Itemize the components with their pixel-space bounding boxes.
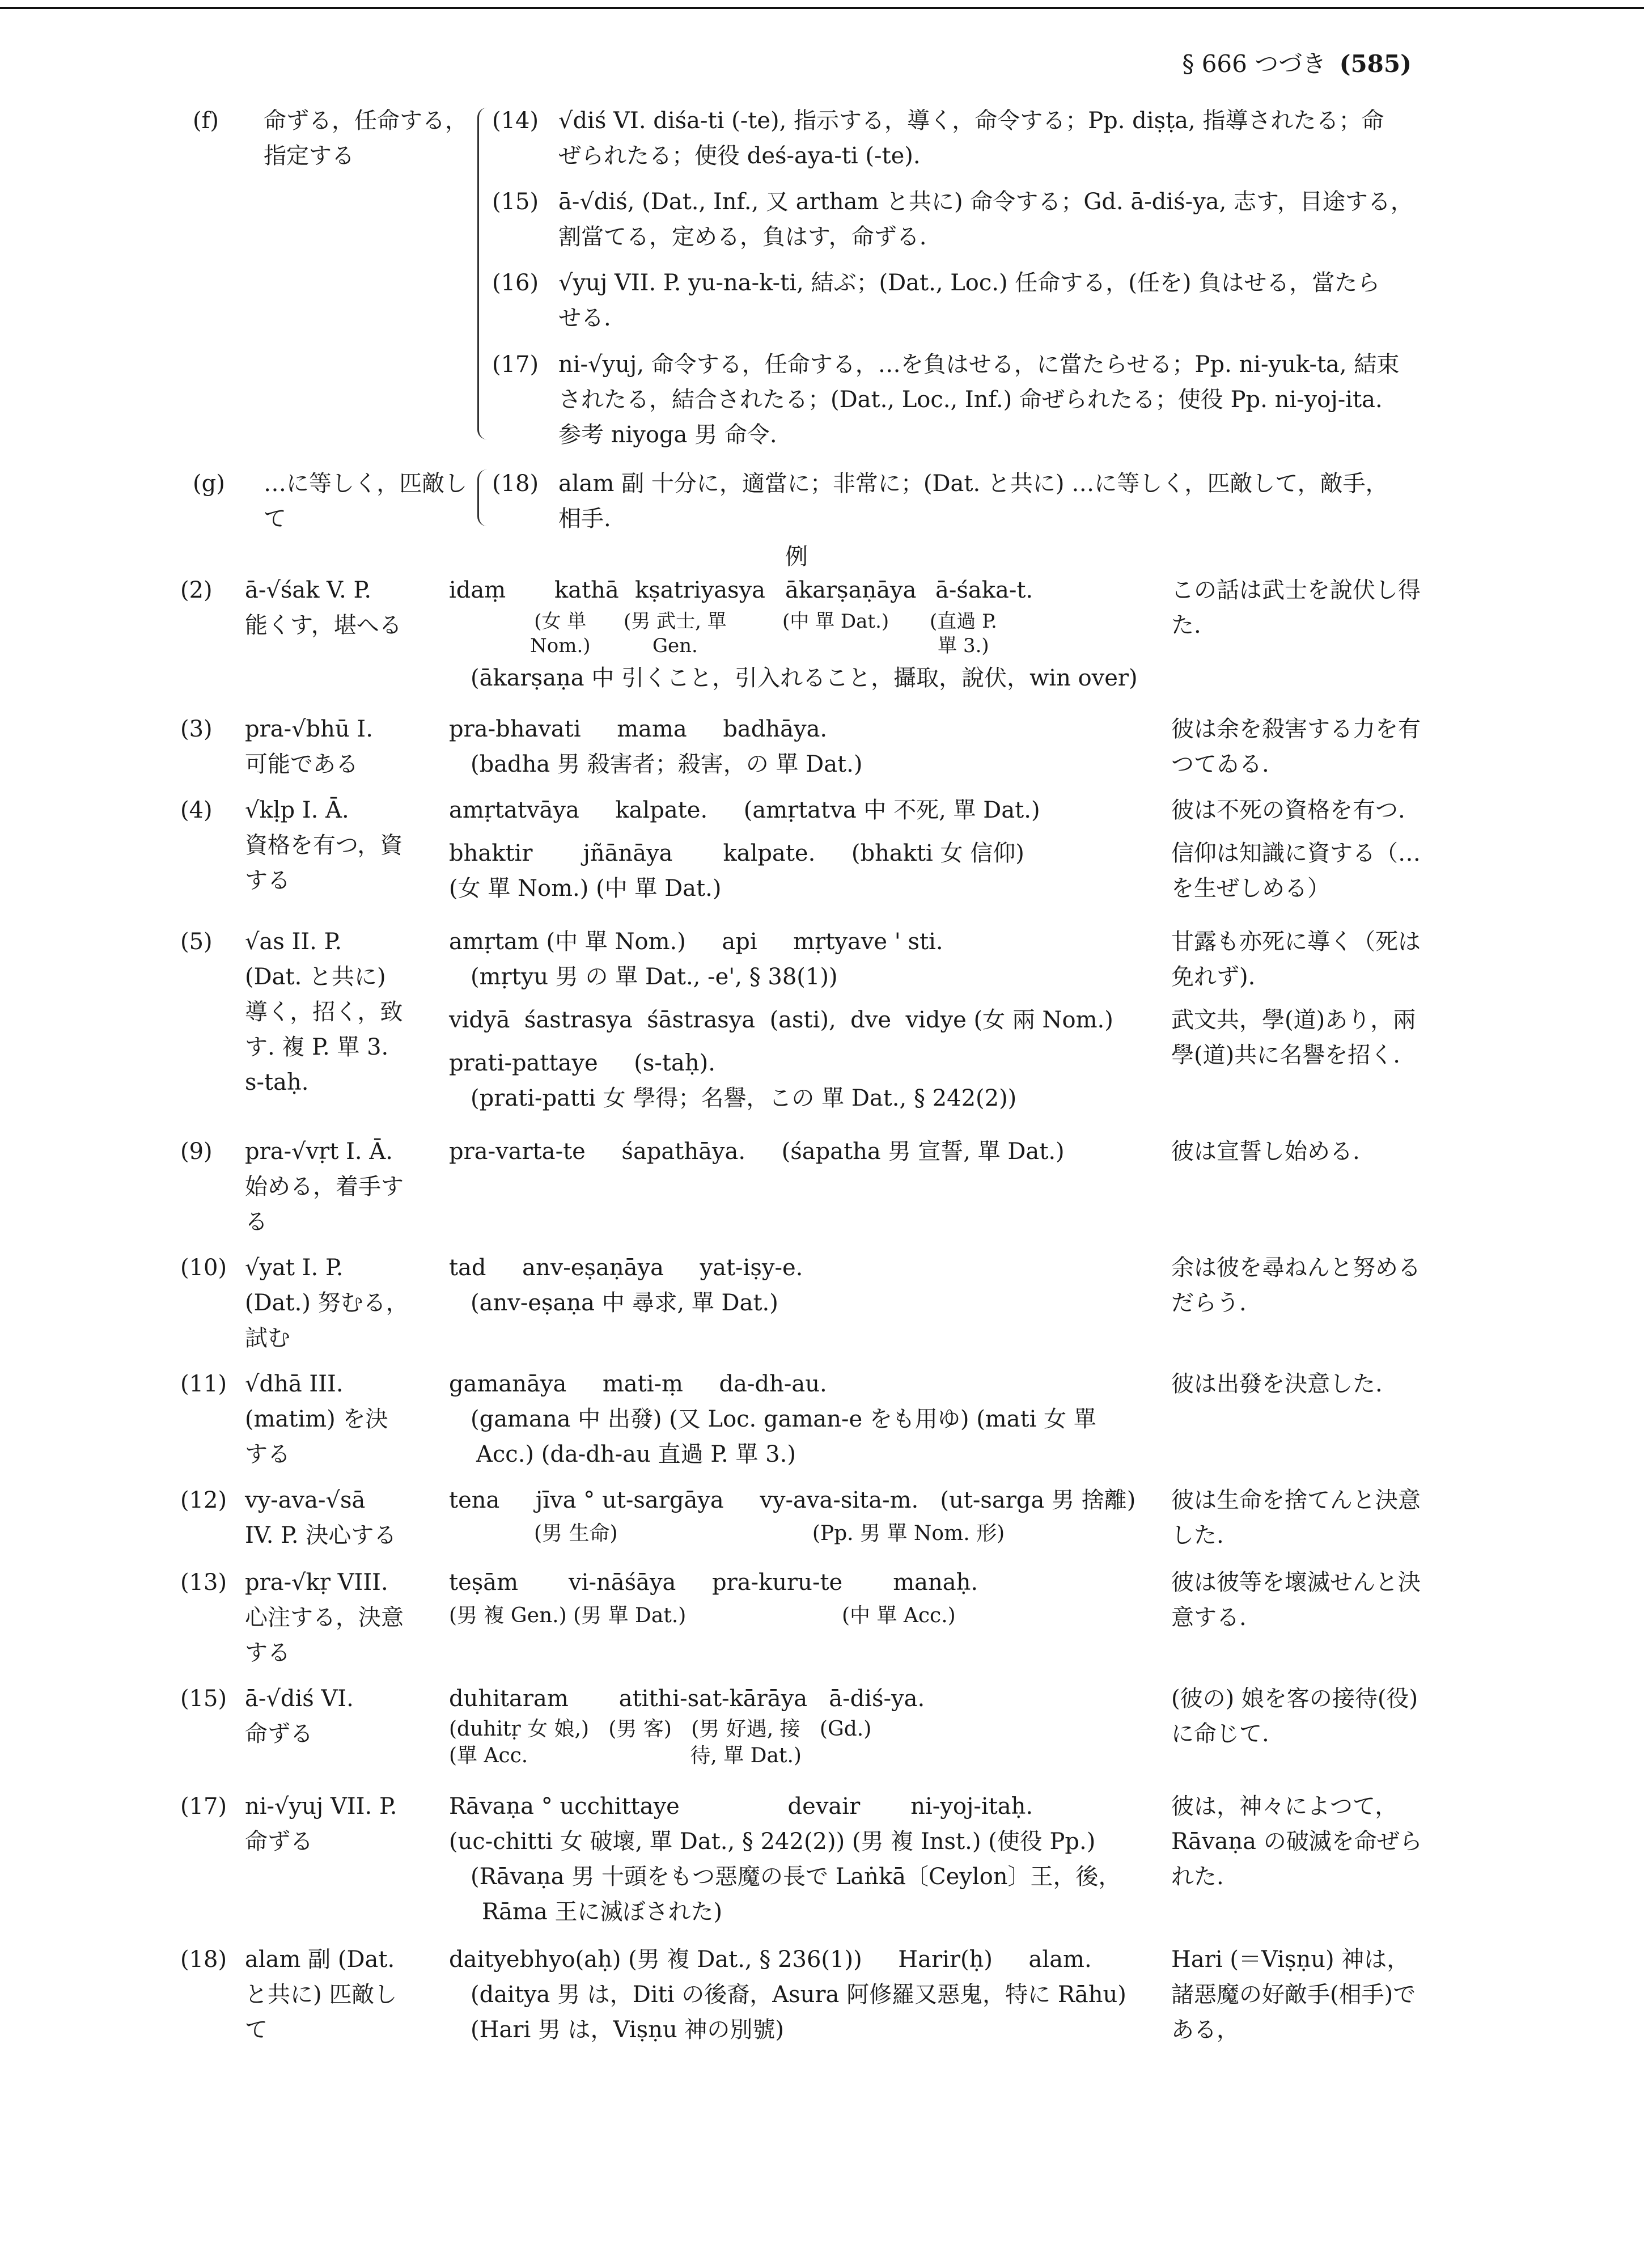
example-2-gloss: (中 單 Dat.)	[782, 610, 889, 633]
example-15-verb: ā-√diś VI. 命ずる	[245, 1686, 354, 1747]
example-3-num: (3)	[180, 716, 213, 742]
example-2-word: ākarṣaṇāya	[785, 577, 917, 603]
example-9-body: pra-varta-te śapathāya. (śapatha 男 宣誓, 單 Dat.)	[449, 1139, 1065, 1165]
entry-14-text: √diś VI. diśa-ti (-te), 指示する，導く，命令する；Pp. diṣṭa, 指導されたる；命 ぜられたる；使役 deś-aya-ti (-te).	[558, 108, 1384, 169]
example-2-num: (2)	[180, 577, 213, 603]
meaning-line: 指定する	[264, 143, 354, 169]
example-5-body: amṛtam (中 單 Nom.) api mṛtyave ' sti. (mṛtyu 男 の 單 Dat., -e', § 38(1)) vidyā śastrasya śāstrasya (asti), dve vidye (女 兩 Nom.) prati-pattaye (s-taḥ). (prati-patti 女 學得；名譽，この 單 Dat., § 242(2))	[449, 929, 1113, 1111]
example-2-gloss: (直過 P. 單 3.)	[930, 610, 997, 657]
example-10-body: tad anv-eṣaṇāya yat-iṣy-e. (anv-eṣaṇa 中 尋求, 單 Dat.)	[449, 1255, 803, 1316]
example-9-verb: pra-√vṛt I. Ā. 始める，着手す る	[245, 1139, 404, 1235]
group-meaning-g	[264, 466, 473, 536]
group-meaning-f	[264, 103, 473, 174]
entry-15-num: (15)	[492, 189, 539, 215]
example-17-verb: ni-√yuj VII. P. 命ずる	[245, 1793, 397, 1855]
top-rule	[0, 7, 1644, 9]
entry-17-num: (17)	[492, 352, 539, 378]
entry-14-num: (14)	[492, 108, 539, 134]
example-18-translation: Hari (＝Viṣṇu) 神は， 諸惡魔の好敵手(相手)で ある，	[1171, 1947, 1416, 2043]
example-18-num: (18)	[180, 1947, 227, 1973]
entry-16-text: √yuj VII. P. yu-na-k-ti, 結ぶ；(Dat., Loc.) 任命する，(任を) 負はせる，當たら せる.	[558, 270, 1380, 331]
example-18-body: daityebhyo(aḥ) (男 複 Dat., § 236(1)) Harir(ḥ) alam. (daitya 男 は，Diti の後裔，Asura 阿修羅又惡鬼，特に Rāhu) (Hari 男 は，Viṣṇu 神の別號)	[449, 1947, 1126, 2043]
example-9-num: (9)	[180, 1139, 213, 1165]
meaning-line: …に等しく，匹敵し	[264, 471, 468, 497]
example-5-verb: √as II. P. (Dat. と共に) 導く，招く，致 す. 複 P. 單 3. s-taḥ.	[245, 929, 403, 1095]
example-13-translation: 彼は彼等を壞滅せんと決 意する.	[1171, 1569, 1421, 1631]
page-header	[1182, 45, 1412, 79]
example-2-word: kathā	[554, 577, 619, 603]
group-label-g: (g)	[193, 471, 225, 497]
example-12-num: (12)	[180, 1487, 227, 1513]
group-label-f: (f)	[193, 108, 219, 134]
entry-15-text: ā-√diś, (Dat., Inf., 又 artham と共に) 命令する；Gd. ā-diś-ya, 志す，目途する， 割當てる，定める，負はす，命ずる.	[558, 189, 1413, 250]
example-9-translation: 彼は宣誓し始める.	[1171, 1139, 1360, 1165]
example-10-translation: 余は彼を尋ねんと努める だらう.	[1171, 1255, 1421, 1316]
example-2-word: kṣatriyasya	[635, 577, 766, 603]
example-17-translation: 彼は，神々によつて， Rāvaṇa の破滅を命ぜら れた.	[1171, 1793, 1422, 1890]
example-4-body: amṛtatvāya kalpate. (amṛtatva 中 不死, 單 Dat.) bhaktir jñānāya kalpate. (bhakti 女 信仰) (女 單 Nom.) (中 單 Dat.)	[449, 797, 1040, 902]
example-15-translation: (彼の) 娘を客の接待(役) に命じて.	[1171, 1686, 1418, 1747]
example-12-verb: vy-ava-√sā IV. P. 決心する	[245, 1487, 397, 1548]
example-2-gloss: (女 単 Nom.)	[530, 610, 591, 657]
entry-18-text: alam 副 十分に，適當に；非常に；(Dat. と共に) …に等しく，匹敵して，敵手， 相手.	[558, 471, 1388, 532]
group-brace-g	[477, 469, 487, 526]
example-11-num: (11)	[180, 1371, 227, 1397]
example-17-num: (17)	[180, 1793, 227, 1820]
entry-18-num: (18)	[492, 471, 539, 497]
example-11-body: gamanāya mati-ṃ da-dh-au. (gamana 中 出發) (又 Loc. gaman-e をも用ゆ) (mati 女 單 Acc.) (da-dh-au 直過 P. 單 3.)	[449, 1371, 1096, 1467]
example-11-translation: 彼は出發を決意した.	[1171, 1371, 1383, 1397]
example-15-num: (15)	[180, 1686, 227, 1712]
example-15-body: duhitaram atithi-sat-kārāya ā-diś-ya. (duhitṛ 女 娘,) (男 客) (男 好遇, 接 (Gd.) (單 Acc. 待, 單 Dat.)	[449, 1686, 925, 1767]
example-10-num: (10)	[180, 1255, 227, 1281]
example-heading: 例	[785, 544, 808, 570]
meaning-line: て	[264, 506, 286, 532]
example-2-word: idaṃ	[449, 577, 506, 603]
example-4-verb: √kḷp I. Ā. 資格を有つ，資 する	[245, 797, 403, 894]
group-brace-f	[477, 108, 487, 439]
example-3-verb: pra-√bhū I. 可能である	[245, 716, 373, 777]
example-13-num: (13)	[180, 1569, 227, 1596]
example-12-translation: 彼は生命を捨てんと決意 した.	[1171, 1487, 1421, 1548]
example-13-body: teṣām vi-nāśāya pra-kuru-te manaḥ. (男 複 Gen.) (男 單 Dat.) (中 單 Acc.)	[449, 1569, 978, 1627]
page-number: (585)	[1339, 50, 1412, 78]
example-4-translation: 彼は不死の資格を有つ. 信仰は知識に資する（… を生ぜしめる）	[1171, 797, 1421, 902]
example-12-body: tena jīva ° ut-sargāya vy-ava-sita-m. (ut-sarga 男 捨離) (男 生命) (Pp. 男 單 Nom. 形)	[449, 1487, 1136, 1545]
example-2-translation: この話は武士を說伏し得 た.	[1171, 577, 1421, 638]
example-3-body: pra-bhavati mama badhāya. (badha 男 殺害者；殺害，の 單 Dat.)	[449, 716, 863, 777]
example-17-body: Rāvaṇa ° ucchittaye devair ni-yoj-itaḥ. (uc-chitti 女 破壞, 單 Dat., § 242(2)) (男 複 Inst.) (使役 Pp.) (Rāvaṇa 男 十頭をもつ惡魔の長で Laṅkā〔Ceylon〕王，後， Rāma 王に滅ぼされた)	[449, 1793, 1121, 1925]
entry-17-text: ni-√yuj, 命令する，任命する，…を負はせる，に當たらせる；Pp. ni-yuk-ta, 結束 されたる，結合されたる；(Dat., Loc., Inf.) 命ぜられたる；使役 Pp. ni-yoj-ita. 参考 niyoga 男 命令.	[558, 352, 1400, 448]
example-5-num: (5)	[180, 929, 213, 955]
example-2-word: ā-śaka-t.	[935, 577, 1033, 603]
example-13-verb: pra-√kṛ VIII. 心注する，決意 する	[245, 1569, 404, 1666]
section-ref: § 666 つづき	[1182, 50, 1327, 78]
example-2-gloss: (男 武士, 單 Gen.	[624, 610, 727, 657]
example-10-verb: √yat I. P. (Dat.) 努むる， 試む	[245, 1255, 409, 1351]
example-2-verb: ā-√śak V. P. 能くす，堪へる	[245, 577, 402, 638]
entry-16-num: (16)	[492, 270, 539, 296]
meaning-line: 命ずる，任命する，	[264, 108, 468, 134]
example-18-verb: alam 副 (Dat. と共に) 匹敵し て	[245, 1947, 397, 2043]
example-3-translation: 彼は余を殺害する力を有 つてゐる.	[1171, 716, 1421, 777]
example-5-translation: 甘露も亦死に導く（死は 免れず). 武文共，學(道)あり，兩 學(道)共に名譽を招く.	[1171, 929, 1421, 1068]
example-4-num: (4)	[180, 797, 213, 823]
example-2-note: (ākarṣaṇa 中 引くこと，引入れること，攝取，說伏，win over)	[471, 665, 1138, 691]
example-11-verb: √dhā III. (matim) を決 する	[245, 1371, 388, 1467]
